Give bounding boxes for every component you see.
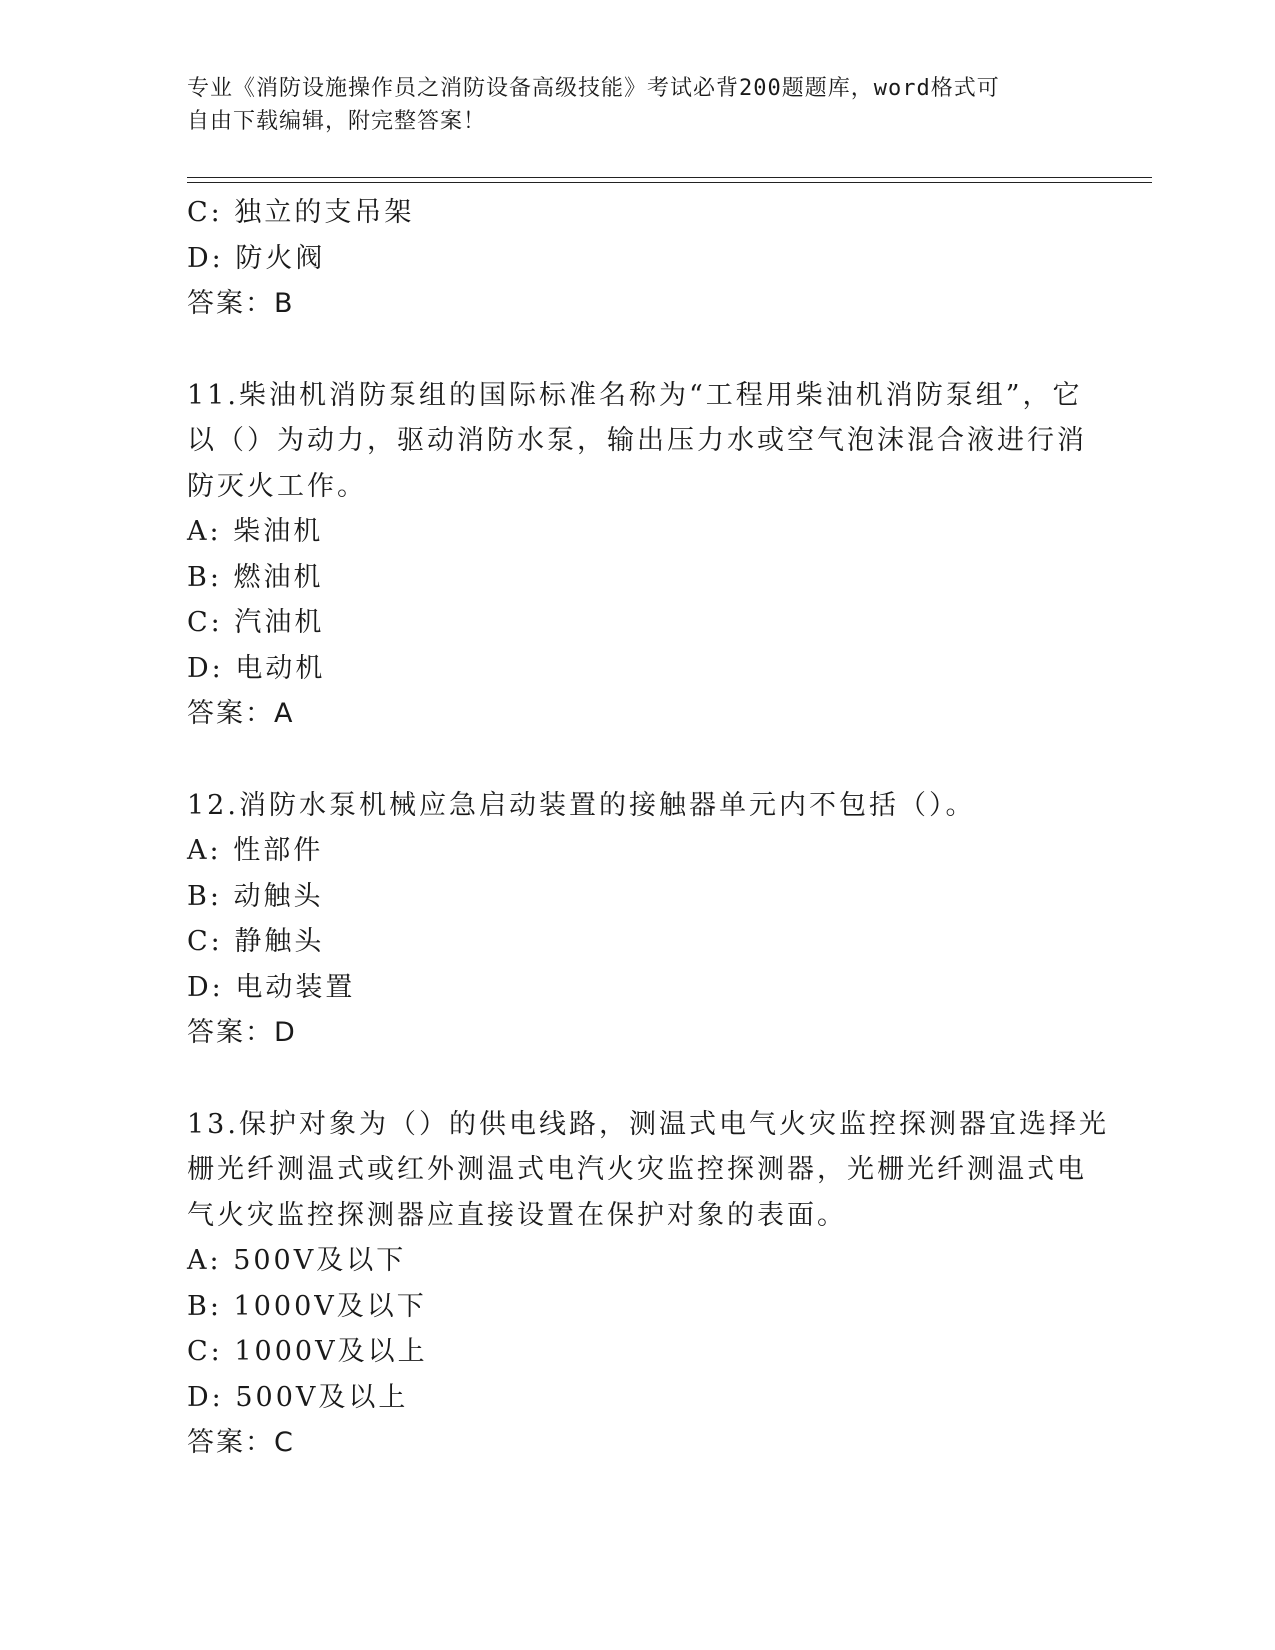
option-text: 汽油机 [234,607,325,638]
document-header [187,72,1067,138]
option-a [187,1238,1067,1284]
header-line-1: 专业《消防设施操作员之消防设备高级技能》考试必背200题题库，word格式可 [187,76,1000,101]
option-text: 1000V及以上 [234,1336,428,1367]
option-label: D: [187,242,224,274]
header-line-2: 自由下载编辑，附完整答案！ [187,109,487,134]
question-13 [187,1102,1109,1466]
option-d [187,965,1067,1011]
option-label: A: [187,1245,222,1276]
option-text: 动触头 [233,880,324,912]
option-text: 燃油机 [233,561,324,593]
answer: 答案：C [187,1427,295,1458]
option-label: D: [187,1381,224,1413]
question-stem-line: 气火灾监控探测器应直接设置在保护对象的表面。 [187,1199,847,1231]
option-b [187,1284,1067,1330]
option-text: 500V及以上 [235,1381,409,1413]
option-text: 柴油机 [233,516,324,547]
option-label: B: [187,880,222,912]
option-text: 1000V及以下 [233,1290,427,1322]
option-label: D: [187,971,224,1003]
question-stem-line: 13.保护对象为（）的供电线路，测温式电气火灾监控探测器宜选择光 [187,1108,1109,1140]
option-a [187,509,1067,555]
option-text: 独立的支吊架 [234,197,415,228]
option-d [187,1375,1067,1421]
option-b [187,555,1067,601]
question-11 [187,373,1087,737]
header-divider-top [187,177,1152,178]
option-label: B: [187,1290,222,1322]
option-label: D: [187,652,224,684]
option-d [187,236,1067,282]
question-10-tail [187,190,1067,327]
option-b [187,874,1067,920]
question-stem-line: 栅光纤测温式或红外测温式电汽火灾监控探测器，光栅光纤测温式电 [187,1154,1087,1185]
option-label: C: [187,1336,223,1367]
question-stem-line: 以（）为动力，驱动消防水泵，输出压力水或空气泡沫混合液进行消 [187,425,1087,456]
option-label: C: [187,197,223,228]
answer: 答案：A [187,698,295,729]
option-c [187,600,1067,646]
option-label: A: [187,516,222,547]
option-text: 防火阀 [235,242,326,274]
header-divider-bottom [187,182,1152,183]
option-c [187,919,1067,965]
question-list [187,190,1109,1466]
option-text: 性部件 [233,835,324,866]
question-12 [187,783,1067,1056]
question-stem-line: 防灭火工作。 [187,470,367,502]
option-c [187,190,1067,236]
question-stem-line: 12.消防水泵机械应急启动装置的接触器单元内不包括（）。 [187,789,976,821]
option-text: 电动装置 [235,971,356,1003]
answer: 答案：D [187,1017,297,1048]
option-a [187,828,1067,874]
option-d [187,646,1067,692]
answer: 答案：B [187,288,295,319]
option-label: C: [187,926,223,957]
option-label: B: [187,561,222,593]
option-label: A: [187,835,222,866]
option-text: 电动机 [235,652,326,684]
option-label: C: [187,607,223,638]
option-text: 500V及以下 [233,1245,407,1276]
option-text: 静触头 [234,926,325,957]
question-stem-line: 11.柴油机消防泵组的国际标准名称为“工程用柴油机消防泵组”，它 [187,379,1083,411]
option-c [187,1329,1067,1375]
